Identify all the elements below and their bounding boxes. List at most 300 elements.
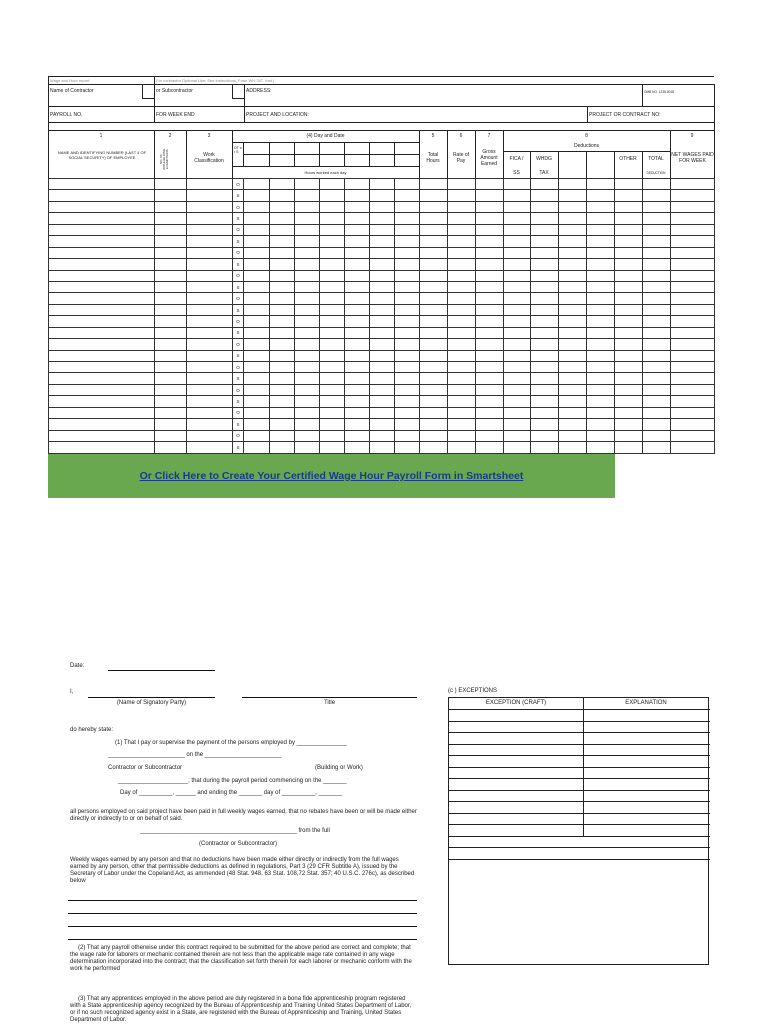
- grid-cell[interactable]: [187, 350, 233, 361]
- grid-cell[interactable]: [320, 350, 345, 361]
- grid-cell[interactable]: [320, 190, 345, 201]
- grid-cell[interactable]: [320, 339, 345, 350]
- grid-cell[interactable]: [345, 373, 370, 384]
- grid-cell[interactable]: [244, 396, 270, 407]
- grid-cell[interactable]: [320, 259, 345, 270]
- grid-cell[interactable]: [345, 430, 370, 441]
- grid-cell[interactable]: [504, 316, 531, 327]
- grid-cell[interactable]: [615, 224, 643, 235]
- date-line[interactable]: [108, 670, 215, 671]
- grid-cell[interactable]: [49, 213, 155, 224]
- grid-cell[interactable]: [559, 190, 587, 201]
- grid-cell[interactable]: [395, 362, 420, 373]
- grid-cell[interactable]: [320, 327, 345, 338]
- grid-cell[interactable]: [187, 327, 233, 338]
- grid-cell[interactable]: [643, 327, 671, 338]
- grid-cell[interactable]: [643, 224, 671, 235]
- ot-s-cell[interactable]: O: [233, 224, 244, 235]
- grid-cell[interactable]: [587, 213, 615, 224]
- grid-cell[interactable]: [643, 407, 671, 418]
- grid-cell[interactable]: [420, 316, 448, 327]
- grid-cell[interactable]: [448, 396, 476, 407]
- grid-cell[interactable]: [504, 179, 531, 190]
- grid-cell[interactable]: [395, 179, 420, 190]
- description-line-4[interactable]: [68, 939, 417, 940]
- grid-cell[interactable]: [531, 281, 559, 292]
- grid-cell[interactable]: [559, 281, 587, 292]
- grid-cell[interactable]: [244, 213, 270, 224]
- grid-cell[interactable]: [504, 213, 531, 224]
- grid-cell[interactable]: [671, 190, 715, 201]
- grid-cell[interactable]: [370, 327, 395, 338]
- grid-cell[interactable]: [320, 442, 345, 453]
- grid-cell[interactable]: [187, 224, 233, 235]
- grid-cell[interactable]: [244, 327, 270, 338]
- ot-s-cell[interactable]: O: [233, 293, 244, 304]
- grid-cell[interactable]: [531, 362, 559, 373]
- grid-cell[interactable]: [476, 304, 504, 315]
- grid-cell[interactable]: [320, 373, 345, 384]
- grid-cell[interactable]: [345, 224, 370, 235]
- ot-s-cell[interactable]: O: [233, 201, 244, 212]
- grid-cell[interactable]: [448, 281, 476, 292]
- grid-cell[interactable]: [370, 281, 395, 292]
- grid-cell[interactable]: [155, 396, 187, 407]
- grid-cell[interactable]: [504, 259, 531, 270]
- grid-cell[interactable]: [420, 236, 448, 247]
- grid-cell[interactable]: [370, 201, 395, 212]
- grid-cell[interactable]: [448, 213, 476, 224]
- grid-cell[interactable]: [615, 339, 643, 350]
- grid-cell[interactable]: [155, 259, 187, 270]
- grid-cell[interactable]: [615, 350, 643, 361]
- grid-cell[interactable]: [504, 224, 531, 235]
- grid-cell[interactable]: [295, 396, 320, 407]
- grid-cell[interactable]: [270, 247, 295, 258]
- ot-s-cell[interactable]: S: [233, 442, 244, 453]
- grid-cell[interactable]: [244, 430, 270, 441]
- grid-cell[interactable]: [531, 190, 559, 201]
- grid-cell[interactable]: [320, 396, 345, 407]
- ot-s-cell[interactable]: O: [233, 362, 244, 373]
- grid-cell[interactable]: [448, 201, 476, 212]
- grid-cell[interactable]: [370, 396, 395, 407]
- grid-cell[interactable]: [559, 407, 587, 418]
- grid-cell[interactable]: [559, 362, 587, 373]
- grid-cell[interactable]: [395, 259, 420, 270]
- grid-cell[interactable]: [345, 281, 370, 292]
- grid-cell[interactable]: [395, 419, 420, 430]
- grid-cell[interactable]: [559, 179, 587, 190]
- grid-cell[interactable]: [187, 304, 233, 315]
- grid-cell[interactable]: [531, 373, 559, 384]
- grid-cell[interactable]: [320, 316, 345, 327]
- grid-cell[interactable]: [420, 224, 448, 235]
- grid-cell[interactable]: [671, 224, 715, 235]
- grid-cell[interactable]: [320, 419, 345, 430]
- grid-cell[interactable]: [370, 316, 395, 327]
- grid-cell[interactable]: [476, 419, 504, 430]
- grid-cell[interactable]: [270, 270, 295, 281]
- grid-cell[interactable]: [187, 259, 233, 270]
- grid-cell[interactable]: [587, 259, 615, 270]
- grid-cell[interactable]: [320, 304, 345, 315]
- grid-cell[interactable]: [49, 270, 155, 281]
- grid-cell[interactable]: [587, 430, 615, 441]
- grid-cell[interactable]: [420, 304, 448, 315]
- grid-cell[interactable]: [295, 190, 320, 201]
- grid-cell[interactable]: [531, 224, 559, 235]
- grid-cell[interactable]: [671, 259, 715, 270]
- grid-cell[interactable]: [420, 396, 448, 407]
- grid-cell[interactable]: [320, 407, 345, 418]
- grid-cell[interactable]: [615, 430, 643, 441]
- grid-cell[interactable]: [395, 247, 420, 258]
- grid-cell[interactable]: [615, 419, 643, 430]
- grid-cell[interactable]: [345, 316, 370, 327]
- grid-cell[interactable]: [244, 281, 270, 292]
- grid-cell[interactable]: [504, 327, 531, 338]
- grid-cell[interactable]: [448, 362, 476, 373]
- ot-s-cell[interactable]: S: [233, 281, 244, 292]
- grid-cell[interactable]: [295, 384, 320, 395]
- grid-cell[interactable]: [295, 304, 320, 315]
- grid-cell[interactable]: [345, 442, 370, 453]
- grid-cell[interactable]: [187, 316, 233, 327]
- grid-cell[interactable]: [187, 442, 233, 453]
- grid-cell[interactable]: [345, 270, 370, 281]
- grid-cell[interactable]: [615, 442, 643, 453]
- grid-cell[interactable]: [587, 236, 615, 247]
- grid-cell[interactable]: [504, 201, 531, 212]
- grid-cell[interactable]: [615, 373, 643, 384]
- grid-cell[interactable]: [559, 304, 587, 315]
- grid-cell[interactable]: [187, 430, 233, 441]
- grid-cell[interactable]: [587, 293, 615, 304]
- grid-cell[interactable]: [448, 224, 476, 235]
- grid-cell[interactable]: [671, 339, 715, 350]
- grid-cell[interactable]: [187, 281, 233, 292]
- grid-cell[interactable]: [244, 270, 270, 281]
- grid-cell[interactable]: [49, 384, 155, 395]
- ot-s-cell[interactable]: O: [233, 430, 244, 441]
- grid-cell[interactable]: [187, 247, 233, 258]
- grid-cell[interactable]: [49, 224, 155, 235]
- grid-cell[interactable]: [420, 407, 448, 418]
- smartsheet-link[interactable]: Or Click Here to Create Your Certified Wage Hour Payroll Form in Smartsheet: [139, 470, 524, 482]
- ot-s-cell[interactable]: O: [233, 179, 244, 190]
- grid-cell[interactable]: [420, 373, 448, 384]
- ot-s-cell[interactable]: S: [233, 190, 244, 201]
- grid-cell[interactable]: [559, 396, 587, 407]
- grid-cell[interactable]: [187, 396, 233, 407]
- grid-cell[interactable]: [615, 304, 643, 315]
- grid-cell[interactable]: [244, 259, 270, 270]
- grid-cell[interactable]: [155, 179, 187, 190]
- ot-s-cell[interactable]: S: [233, 419, 244, 430]
- grid-cell[interactable]: [155, 236, 187, 247]
- grid-cell[interactable]: [345, 179, 370, 190]
- grid-cell[interactable]: [395, 350, 420, 361]
- grid-cell[interactable]: [476, 430, 504, 441]
- grid-cell[interactable]: [643, 270, 671, 281]
- grid-cell[interactable]: [320, 270, 345, 281]
- grid-cell[interactable]: [448, 293, 476, 304]
- grid-cell[interactable]: [448, 373, 476, 384]
- grid-cell[interactable]: [370, 304, 395, 315]
- ot-s-cell[interactable]: S: [233, 350, 244, 361]
- grid-cell[interactable]: [531, 201, 559, 212]
- grid-cell[interactable]: [671, 442, 715, 453]
- grid-cell[interactable]: [671, 293, 715, 304]
- grid-cell[interactable]: [187, 407, 233, 418]
- grid-cell[interactable]: [155, 281, 187, 292]
- grid-cell[interactable]: [49, 419, 155, 430]
- grid-cell[interactable]: [531, 384, 559, 395]
- grid-cell[interactable]: [244, 442, 270, 453]
- grid-cell[interactable]: [504, 190, 531, 201]
- grid-cell[interactable]: [320, 224, 345, 235]
- ot-s-cell[interactable]: O: [233, 247, 244, 258]
- grid-cell[interactable]: [671, 419, 715, 430]
- grid-cell[interactable]: [49, 396, 155, 407]
- grid-cell[interactable]: [615, 293, 643, 304]
- grid-cell[interactable]: [370, 224, 395, 235]
- grid-cell[interactable]: [244, 190, 270, 201]
- grid-cell[interactable]: [270, 384, 295, 395]
- grid-cell[interactable]: [559, 373, 587, 384]
- grid-cell[interactable]: [615, 362, 643, 373]
- grid-cell[interactable]: [270, 213, 295, 224]
- grid-cell[interactable]: [49, 442, 155, 453]
- grid-cell[interactable]: [643, 396, 671, 407]
- grid-cell[interactable]: [448, 270, 476, 281]
- grid-cell[interactable]: [531, 213, 559, 224]
- grid-cell[interactable]: [345, 190, 370, 201]
- grid-cell[interactable]: [615, 327, 643, 338]
- grid-cell[interactable]: [420, 247, 448, 258]
- grid-cell[interactable]: [643, 201, 671, 212]
- grid-cell[interactable]: [615, 213, 643, 224]
- grid-cell[interactable]: [504, 281, 531, 292]
- grid-cell[interactable]: [615, 384, 643, 395]
- grid-cell[interactable]: [187, 190, 233, 201]
- grid-cell[interactable]: [187, 179, 233, 190]
- grid-cell[interactable]: [320, 293, 345, 304]
- ot-s-cell[interactable]: S: [233, 259, 244, 270]
- grid-cell[interactable]: [643, 362, 671, 373]
- grid-cell[interactable]: [370, 430, 395, 441]
- grid-cell[interactable]: [345, 304, 370, 315]
- grid-cell[interactable]: [531, 293, 559, 304]
- grid-cell[interactable]: [370, 270, 395, 281]
- grid-cell[interactable]: [370, 236, 395, 247]
- grid-cell[interactable]: [395, 316, 420, 327]
- grid-cell[interactable]: [671, 350, 715, 361]
- ot-s-cell[interactable]: S: [233, 304, 244, 315]
- grid-cell[interactable]: [559, 442, 587, 453]
- grid-cell[interactable]: [320, 384, 345, 395]
- grid-cell[interactable]: [504, 247, 531, 258]
- grid-cell[interactable]: [155, 304, 187, 315]
- grid-cell[interactable]: [504, 442, 531, 453]
- grid-cell[interactable]: [420, 201, 448, 212]
- grid-cell[interactable]: [643, 339, 671, 350]
- grid-cell[interactable]: [531, 396, 559, 407]
- grid-cell[interactable]: [531, 430, 559, 441]
- grid-cell[interactable]: [155, 316, 187, 327]
- grid-cell[interactable]: [395, 236, 420, 247]
- grid-cell[interactable]: [345, 259, 370, 270]
- grid-cell[interactable]: [295, 281, 320, 292]
- grid-cell[interactable]: [187, 362, 233, 373]
- grid-cell[interactable]: [531, 304, 559, 315]
- grid-cell[interactable]: [504, 384, 531, 395]
- grid-cell[interactable]: [476, 362, 504, 373]
- grid-cell[interactable]: [295, 373, 320, 384]
- grid-cell[interactable]: [643, 430, 671, 441]
- grid-cell[interactable]: [448, 442, 476, 453]
- grid-cell[interactable]: [476, 407, 504, 418]
- grid-cell[interactable]: [476, 224, 504, 235]
- grid-cell[interactable]: [615, 179, 643, 190]
- grid-cell[interactable]: [476, 316, 504, 327]
- grid-cell[interactable]: [49, 201, 155, 212]
- grid-cell[interactable]: [370, 384, 395, 395]
- grid-cell[interactable]: [320, 362, 345, 373]
- grid-cell[interactable]: [244, 407, 270, 418]
- grid-cell[interactable]: [270, 179, 295, 190]
- grid-cell[interactable]: [615, 281, 643, 292]
- grid-cell[interactable]: [244, 350, 270, 361]
- grid-cell[interactable]: [370, 213, 395, 224]
- grid-cell[interactable]: [504, 339, 531, 350]
- grid-cell[interactable]: [476, 339, 504, 350]
- grid-cell[interactable]: [476, 373, 504, 384]
- grid-cell[interactable]: [643, 316, 671, 327]
- grid-cell[interactable]: [587, 270, 615, 281]
- grid-cell[interactable]: [270, 316, 295, 327]
- grid-cell[interactable]: [476, 396, 504, 407]
- grid-cell[interactable]: [395, 407, 420, 418]
- grid-cell[interactable]: [395, 442, 420, 453]
- description-line-1[interactable]: [68, 900, 417, 901]
- grid-cell[interactable]: [49, 362, 155, 373]
- grid-cell[interactable]: [615, 236, 643, 247]
- grid-cell[interactable]: [370, 407, 395, 418]
- grid-cell[interactable]: [155, 270, 187, 281]
- grid-cell[interactable]: [244, 304, 270, 315]
- grid-cell[interactable]: [476, 281, 504, 292]
- grid-cell[interactable]: [504, 304, 531, 315]
- grid-cell[interactable]: [244, 373, 270, 384]
- grid-cell[interactable]: [476, 236, 504, 247]
- grid-cell[interactable]: [345, 339, 370, 350]
- grid-cell[interactable]: [244, 362, 270, 373]
- grid-cell[interactable]: [643, 247, 671, 258]
- grid-cell[interactable]: [531, 339, 559, 350]
- grid-cell[interactable]: [448, 179, 476, 190]
- grid-cell[interactable]: [643, 213, 671, 224]
- grid-cell[interactable]: [671, 179, 715, 190]
- grid-cell[interactable]: [270, 350, 295, 361]
- grid-cell[interactable]: [587, 201, 615, 212]
- grid-cell[interactable]: [531, 236, 559, 247]
- grid-cell[interactable]: [504, 362, 531, 373]
- grid-cell[interactable]: [155, 213, 187, 224]
- grid-cell[interactable]: [395, 304, 420, 315]
- grid-cell[interactable]: [615, 396, 643, 407]
- grid-cell[interactable]: [270, 339, 295, 350]
- grid-cell[interactable]: [49, 293, 155, 304]
- grid-cell[interactable]: [395, 327, 420, 338]
- grid-cell[interactable]: [448, 407, 476, 418]
- grid-cell[interactable]: [531, 259, 559, 270]
- grid-cell[interactable]: [395, 339, 420, 350]
- grid-cell[interactable]: [559, 247, 587, 258]
- ot-s-cell[interactable]: O: [233, 384, 244, 395]
- grid-cell[interactable]: [559, 213, 587, 224]
- grid-cell[interactable]: [476, 247, 504, 258]
- grid-cell[interactable]: [615, 407, 643, 418]
- description-line-3[interactable]: [68, 926, 417, 927]
- grid-cell[interactable]: [559, 236, 587, 247]
- grid-cell[interactable]: [587, 327, 615, 338]
- grid-cell[interactable]: [295, 213, 320, 224]
- grid-cell[interactable]: [270, 281, 295, 292]
- grid-cell[interactable]: [671, 281, 715, 292]
- grid-cell[interactable]: [244, 293, 270, 304]
- grid-cell[interactable]: [187, 293, 233, 304]
- grid-cell[interactable]: [448, 384, 476, 395]
- grid-cell[interactable]: [295, 316, 320, 327]
- grid-cell[interactable]: [270, 201, 295, 212]
- grid-cell[interactable]: [295, 350, 320, 361]
- grid-cell[interactable]: [187, 373, 233, 384]
- grid-cell[interactable]: [643, 236, 671, 247]
- grid-cell[interactable]: [295, 270, 320, 281]
- grid-cell[interactable]: [643, 293, 671, 304]
- grid-cell[interactable]: [244, 384, 270, 395]
- grid-cell[interactable]: [295, 407, 320, 418]
- grid-cell[interactable]: [643, 384, 671, 395]
- ot-s-cell[interactable]: O: [233, 407, 244, 418]
- grid-cell[interactable]: [476, 442, 504, 453]
- grid-cell[interactable]: [448, 327, 476, 338]
- grid-cell[interactable]: [671, 327, 715, 338]
- grid-cell[interactable]: [270, 190, 295, 201]
- grid-cell[interactable]: [395, 430, 420, 441]
- grid-cell[interactable]: [587, 362, 615, 373]
- grid-cell[interactable]: [671, 384, 715, 395]
- grid-cell[interactable]: [244, 316, 270, 327]
- grid-cell[interactable]: [295, 179, 320, 190]
- grid-cell[interactable]: [155, 190, 187, 201]
- grid-cell[interactable]: [49, 281, 155, 292]
- grid-cell[interactable]: [395, 373, 420, 384]
- signatory-line[interactable]: [88, 697, 215, 698]
- grid-cell[interactable]: [49, 190, 155, 201]
- grid-cell[interactable]: [448, 247, 476, 258]
- grid-cell[interactable]: [420, 270, 448, 281]
- grid-cell[interactable]: [155, 327, 187, 338]
- grid-cell[interactable]: [448, 304, 476, 315]
- grid-cell[interactable]: [671, 213, 715, 224]
- title-line[interactable]: [242, 697, 417, 698]
- grid-cell[interactable]: [395, 270, 420, 281]
- grid-cell[interactable]: [270, 327, 295, 338]
- grid-cell[interactable]: [155, 293, 187, 304]
